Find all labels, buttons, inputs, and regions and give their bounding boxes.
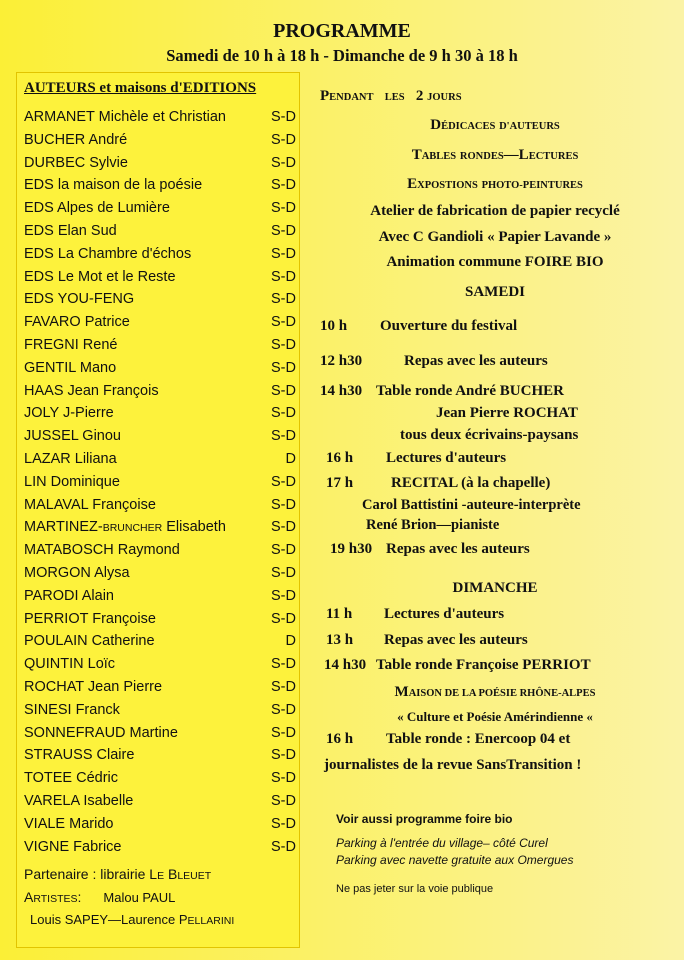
tables-rondes-line: TABLES RONDES—LECTURES: [411, 147, 579, 163]
author-name: GENTIL Mano: [24, 359, 117, 376]
author-days: S-D: [271, 337, 296, 353]
author-name: SONNEFRAUD Martine: [24, 724, 178, 741]
author-days: S-D: [271, 747, 296, 764]
schedule-item: 14 h30 Table ronde Françoise PERRIOT: [324, 657, 591, 673]
author-row: [24, 588, 296, 611]
author-days: S-D: [271, 496, 296, 513]
author-row: [24, 611, 296, 634]
author-name: HAAS Jean François: [24, 382, 159, 399]
paysans-line: tous deux écrivains-paysans: [400, 427, 579, 443]
author-name: SINESI Franck: [24, 701, 120, 718]
author-row: [24, 519, 296, 542]
journalistes-line: journalistes de la revue SansTransition !: [324, 757, 582, 773]
author-row: [24, 428, 296, 451]
author-days: D: [285, 633, 296, 650]
author-days: S-D: [271, 656, 296, 673]
author-row: [24, 314, 296, 337]
author-name: FREGNI René: [24, 337, 118, 353]
author-days: S-D: [271, 770, 296, 787]
author-days: S-D: [271, 177, 296, 194]
partner-line: Partenaire : librairie LE BLEUET: [24, 866, 212, 882]
animation-line: Animation commune FOIRE BIO: [386, 254, 604, 270]
author-row: [24, 200, 296, 223]
author-name: ARMANET Michèle et Christian: [24, 109, 226, 125]
author-row: [24, 109, 296, 132]
author-name: FAVARO Patrice: [24, 314, 130, 331]
author-days: S-D: [271, 382, 296, 399]
author-row: [24, 702, 296, 725]
author-name: MATABOSCH Raymond: [24, 542, 180, 559]
author-days: D: [285, 451, 296, 467]
author-name: VARELA Isabelle: [24, 793, 134, 809]
author-days: S-D: [271, 405, 296, 422]
author-row: [24, 451, 296, 474]
author-name: EDS La Chambre d'échos: [24, 245, 192, 262]
author-row: [24, 725, 296, 748]
dimanche-heading: DIMANCHE: [452, 580, 538, 596]
author-row: [24, 793, 296, 816]
author-name: QUINTIN Loïc: [24, 656, 116, 673]
author-days: S-D: [271, 109, 296, 125]
author-days: S-D: [271, 291, 296, 308]
author-days: S-D: [271, 359, 296, 376]
pendant-les-2-jours: PENDANT LES 2 JOURS: [320, 88, 462, 104]
author-row: [24, 360, 296, 383]
author-days: S-D: [271, 223, 296, 239]
author-name: MORGON Alysa: [24, 565, 130, 581]
author-row: [24, 269, 296, 292]
author-row: [24, 565, 296, 588]
author-name: PARODI Alain: [24, 587, 114, 604]
schedule-item: 19 h30 Repas avec les auteurs: [330, 541, 530, 557]
artists-line-2: Louis SAPEY—Laurence PELLARINI: [30, 912, 235, 927]
maison-line: MAISON DE LA POÉSIE RHÔNE-ALPES: [394, 684, 596, 700]
schedule-item: 13 h Repas avec les auteurs: [326, 632, 528, 648]
author-name: EDS la maison de la poésie: [24, 177, 203, 194]
parking-omergues: Parking avec navette gratuite aux Omergues: [336, 853, 574, 867]
culture-line: « Culture et Poésie Amérindienne «: [397, 709, 593, 724]
author-row: [24, 405, 296, 428]
author-days: S-D: [271, 565, 296, 581]
rene-line: René Brion—pianiste: [366, 517, 500, 533]
author-days: S-D: [271, 610, 296, 627]
author-row: [24, 839, 296, 862]
author-row: [24, 223, 296, 246]
atelier-line: Atelier de fabrication de papier recyclé: [370, 203, 620, 219]
program-title: PROGRAMME: [273, 20, 411, 42]
ne-pas-jeter: Ne pas jeter sur la voie publique: [336, 883, 494, 895]
author-days: S-D: [271, 793, 296, 809]
author-row: [24, 132, 296, 155]
author-name: ROCHAT Jean Pierre: [24, 679, 163, 695]
author-name: POULAIN Catherine: [24, 633, 155, 650]
author-days: S-D: [271, 838, 296, 855]
avec-line: Avec C Gandioli « Papier Lavande »: [378, 229, 612, 245]
author-name: EDS YOU-FENG: [24, 291, 135, 308]
author-days: S-D: [271, 268, 296, 285]
author-days: S-D: [271, 154, 296, 171]
author-name: BUCHER André: [24, 131, 128, 148]
author-name: EDS Alpes de Lumière: [24, 200, 170, 217]
rochat-line: Jean Pierre ROCHAT: [436, 405, 578, 421]
author-days: S-D: [271, 724, 296, 741]
authors-heading: AUTEURS et maisons d'EDITIONS: [24, 80, 257, 96]
author-days: S-D: [271, 314, 296, 331]
schedule-item: 10 h Ouverture du festival: [320, 318, 518, 334]
author-row: [24, 291, 296, 314]
schedule-item: 11 h Lectures d'auteurs: [326, 606, 505, 622]
author-row: [24, 656, 296, 679]
author-row: [24, 246, 296, 269]
author-name: MALAVAL Françoise: [24, 496, 156, 513]
author-days: S-D: [271, 131, 296, 148]
author-row: [24, 679, 296, 702]
schedule-item: 12 h30 Repas avec les auteurs: [320, 353, 548, 369]
author-name: DURBEC Sylvie: [24, 154, 128, 171]
author-days: S-D: [271, 679, 296, 695]
author-name: MARTINEZ-BRUNCHER Elisabeth: [24, 519, 226, 536]
author-days: S-D: [271, 542, 296, 559]
carol-line: Carol Battistini -auteure-interprète: [362, 497, 581, 513]
author-days: S-D: [271, 519, 296, 536]
schedule-item: 14 h30 Table ronde André BUCHER: [320, 383, 564, 399]
author-name: STRAUSS Claire: [24, 747, 135, 764]
author-row: [24, 337, 296, 360]
author-row: [24, 177, 296, 200]
program-dates: Samedi de 10 h à 18 h - Dimanche de 9 h 30 à 18 h: [166, 46, 518, 65]
author-row: [24, 770, 296, 793]
author-name: PERRIOT Françoise: [24, 610, 156, 627]
author-days: S-D: [271, 587, 296, 604]
voir-programme: Voir aussi programme foire bio: [336, 812, 513, 826]
author-name: LIN Dominique: [24, 473, 120, 490]
expositions-line: EXPOSTIONS PHOTO-PEINTURES: [407, 176, 583, 192]
author-name: EDS Le Mot et le Reste: [24, 268, 176, 285]
author-name: TOTEE Cédric: [24, 770, 119, 787]
author-row: [24, 383, 296, 406]
dedicaces-line: DÉDICACES D'AUTEURS: [430, 117, 560, 133]
author-days: S-D: [271, 245, 296, 262]
parking-curel: Parking à l'entrée du village– côté Curel: [336, 836, 548, 850]
author-days: S-D: [271, 701, 296, 718]
author-name: VIGNE Fabrice: [24, 838, 122, 855]
author-name: JUSSEL Ginou: [24, 428, 121, 445]
schedule-item: 16 h Lectures d'auteurs: [326, 450, 507, 466]
author-row: [24, 542, 296, 565]
author-row: [24, 633, 296, 656]
schedule-item: 16 h Table ronde : Enercoop 04 et: [326, 731, 571, 747]
author-row: [24, 497, 296, 520]
samedi-heading: SAMEDI: [464, 284, 525, 300]
author-row: [24, 816, 296, 839]
author-days: S-D: [271, 200, 296, 217]
author-days: S-D: [271, 473, 296, 490]
author-name: LAZAR Liliana: [24, 451, 117, 467]
author-row: [24, 474, 296, 497]
artists-line: ARTISTES: Malou PAUL: [24, 889, 176, 905]
author-name: JOLY J-Pierre: [24, 405, 114, 422]
schedule-item: 17 h RECITAL (à la chapelle): [326, 475, 551, 491]
author-days: S-D: [271, 428, 296, 445]
author-name: EDS Elan Sud: [24, 223, 117, 239]
author-row: [24, 155, 296, 178]
author-days: S-D: [271, 815, 296, 832]
author-name: VIALE Marido: [24, 815, 114, 832]
author-row: [24, 747, 296, 770]
